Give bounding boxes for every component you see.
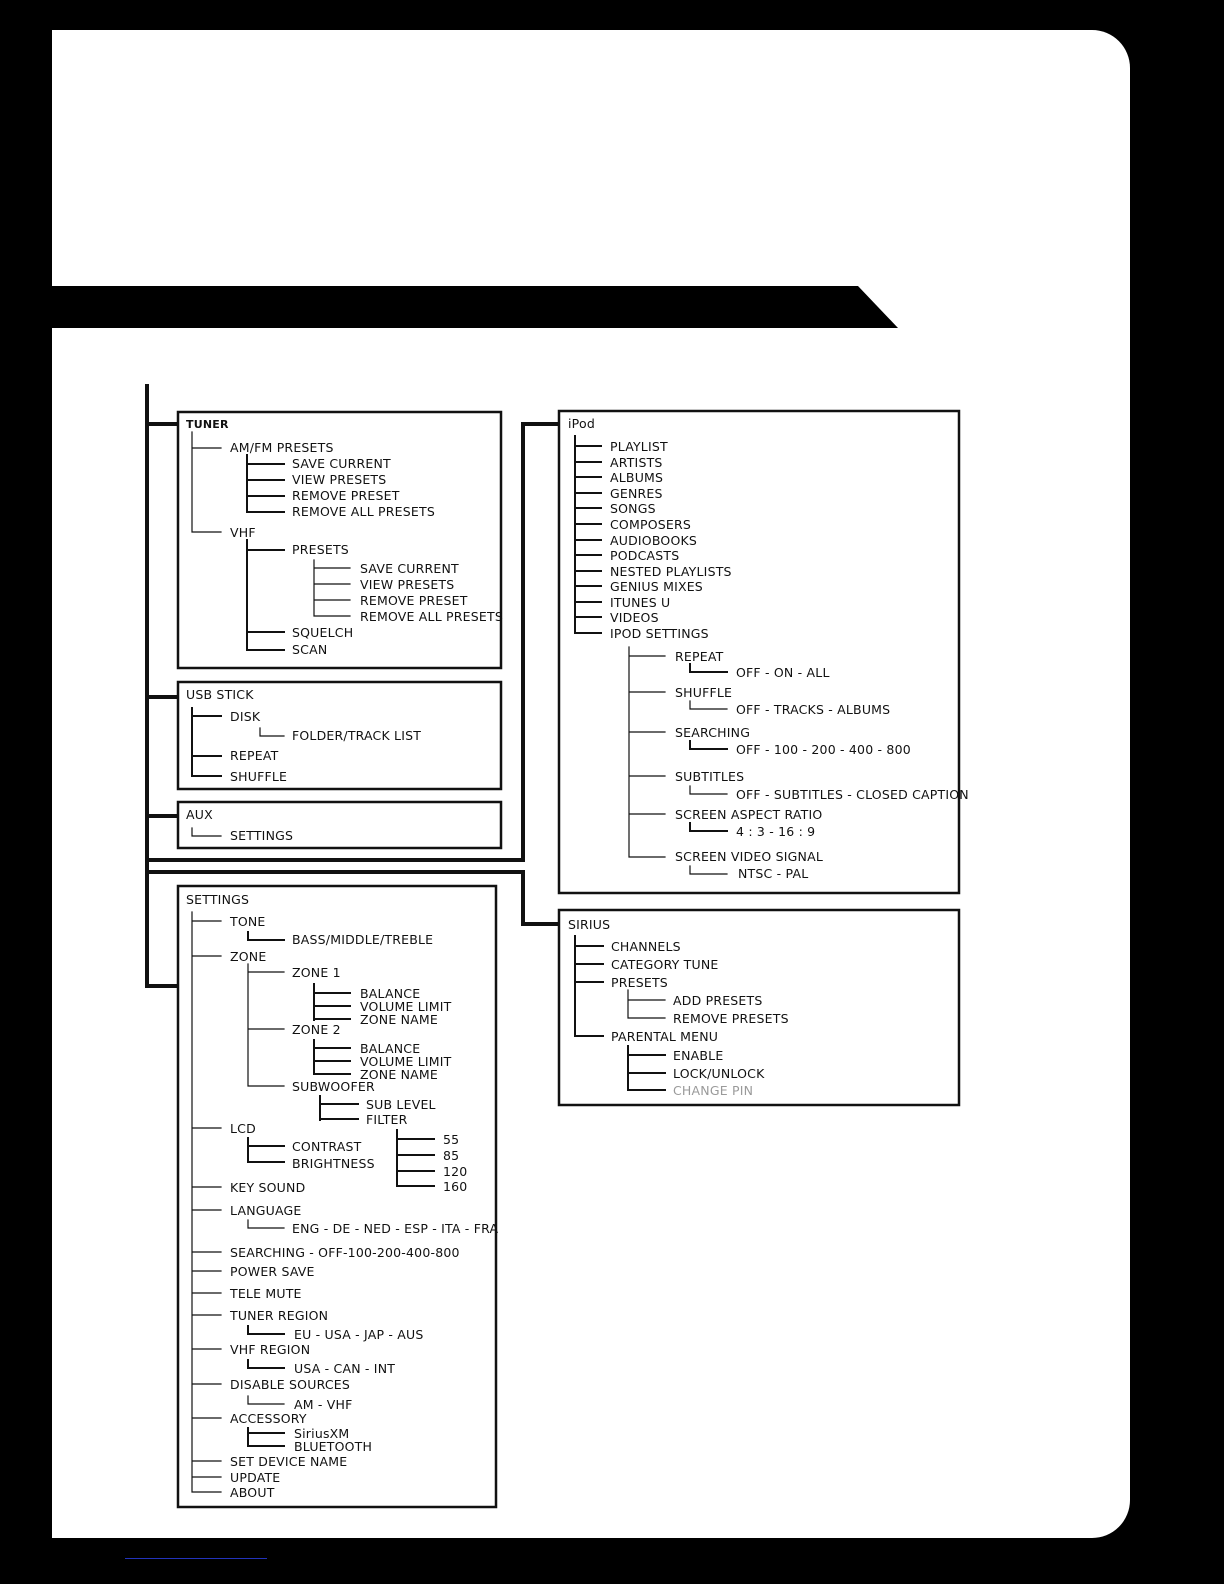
settings-zone1: ZONE 1 <box>292 965 341 980</box>
ipod-playlist: PLAYLIST <box>610 439 668 454</box>
zone1-zone-name: ZONE NAME <box>360 1012 439 1027</box>
filter-value-120: 120 <box>443 1164 468 1179</box>
tuner-vhf: VHF <box>230 525 256 540</box>
settings-language-value: ENG - DE - NED - ESP - ITA - FRA <box>292 1221 499 1236</box>
usb-title: USB STICK <box>186 687 254 702</box>
ipod-screen-video-signal-value: NTSC - PAL <box>738 866 809 881</box>
lcd-brightness: BRIGHTNESS <box>292 1156 375 1171</box>
ipod-settings: IPOD SETTINGS <box>610 626 709 641</box>
usb-folder-track-list: FOLDER/TRACK LIST <box>292 728 422 743</box>
settings-accessory: ACCESSORY <box>230 1411 307 1426</box>
settings-title: SETTINGS <box>186 892 250 907</box>
disable-sources-value: AM - VHF <box>294 1397 353 1412</box>
ipod-repeat-value: OFF - ON - ALL <box>736 665 830 680</box>
amfm-save-current: SAVE CURRENT <box>292 456 391 471</box>
aux-connectors <box>192 828 221 836</box>
amfm-remove-all-presets: REMOVE ALL PRESETS <box>292 504 435 519</box>
ipod-shuffle: SHUFFLE <box>675 685 733 700</box>
ipod-shuffle-value: OFF - TRACKS - ALBUMS <box>736 702 891 717</box>
subwoofer-sub-level: SUB LEVEL <box>366 1097 436 1112</box>
aux-title: AUX <box>186 807 213 822</box>
sirius-add-presets: ADD PRESETS <box>673 993 763 1008</box>
aux-settings: SETTINGS <box>230 828 294 843</box>
settings-vhf-region: VHF REGION <box>230 1342 311 1357</box>
zone2-zone-name: ZONE NAME <box>360 1067 439 1082</box>
tuner-title: TUNER <box>186 418 229 431</box>
settings-key-sound: KEY SOUND <box>230 1180 306 1195</box>
sirius-parental-menu: PARENTAL MENU <box>611 1029 719 1044</box>
ipod-videos: VIDEOS <box>610 610 659 625</box>
vhf-presets: PRESETS <box>292 542 349 557</box>
lcd-contrast: CONTRAST <box>292 1139 362 1154</box>
aux-box <box>178 802 501 848</box>
sirius-remove-presets: REMOVE PRESETS <box>673 1011 789 1026</box>
section-banner <box>52 286 898 328</box>
settings-tone-value: BASS/MIDDLE/TREBLE <box>292 932 434 947</box>
zone2-balance: BALANCE <box>360 1041 421 1056</box>
vhf-remove-preset: REMOVE PRESET <box>360 593 468 608</box>
settings-zone2: ZONE 2 <box>292 1022 341 1037</box>
usb-shuffle: SHUFFLE <box>230 769 288 784</box>
amfm-view-presets: VIEW PRESETS <box>292 472 387 487</box>
vhf-squelch: SQUELCH <box>292 625 354 640</box>
tuner-amfm-presets: AM/FM PRESETS <box>230 440 334 455</box>
vhf-save-current: SAVE CURRENT <box>360 561 459 576</box>
zone2-volume-limit: VOLUME LIMIT <box>360 1054 452 1069</box>
settings-tele-mute: TELE MUTE <box>230 1286 302 1301</box>
ipod-subtitles: SUBTITLES <box>675 769 745 784</box>
ipod-artists: ARTISTS <box>610 455 663 470</box>
filter-value-160: 160 <box>443 1179 468 1194</box>
amfm-remove-preset: REMOVE PRESET <box>292 488 400 503</box>
ipod-audiobooks: AUDIOBOOKS <box>610 533 698 548</box>
settings-zone: ZONE <box>230 949 267 964</box>
zone1-balance: BALANCE <box>360 986 421 1001</box>
settings-subwoofer: SUBWOOFER <box>292 1079 375 1094</box>
settings-about: ABOUT <box>230 1485 275 1500</box>
sirius-change-pin: CHANGE PIN <box>673 1083 754 1098</box>
settings-language: LANGUAGE <box>230 1203 302 1218</box>
settings-searching: SEARCHING - OFF-100-200-400-800 <box>230 1245 460 1260</box>
sirius-enable: ENABLE <box>673 1048 724 1063</box>
vhf-view-presets: VIEW PRESETS <box>360 577 455 592</box>
ipod-title: iPod <box>568 416 595 431</box>
settings-update: UPDATE <box>230 1470 281 1485</box>
settings-tone: TONE <box>230 914 266 929</box>
filter-value-85: 85 <box>443 1148 460 1163</box>
ipod-subtitles-value: OFF - SUBTITLES - CLOSED CAPTION <box>736 787 969 802</box>
ipod-songs: SONGS <box>610 501 656 516</box>
settings-set-device-name: SET DEVICE NAME <box>230 1454 348 1469</box>
settings-lcd: LCD <box>230 1121 256 1136</box>
ipod-albums: ALBUMS <box>610 470 664 485</box>
sirius-title: SIRIUS <box>568 917 611 932</box>
settings-disable-sources: DISABLE SOURCES <box>230 1377 350 1392</box>
usb-repeat: REPEAT <box>230 748 279 763</box>
ipod-searching: SEARCHING <box>675 725 751 740</box>
ipod-screen-aspect-ratio: SCREEN ASPECT RATIO <box>675 807 823 822</box>
ipod-screen-aspect-ratio-value: 4 : 3 - 16 : 9 <box>736 824 816 839</box>
settings-tuner-region: TUNER REGION <box>230 1308 329 1323</box>
ipod-composers: COMPOSERS <box>610 517 691 532</box>
ipod-nested-playlists: NESTED PLAYLISTS <box>610 564 732 579</box>
vhf-remove-all-presets: REMOVE ALL PRESETS <box>360 609 503 624</box>
vhf-scan: SCAN <box>292 642 328 657</box>
ipod-repeat: REPEAT <box>675 649 724 664</box>
vhf-region-value: USA - CAN - INT <box>294 1361 396 1376</box>
settings-power-save: POWER SAVE <box>230 1264 315 1279</box>
accessory-bluetooth: BLUETOOTH <box>294 1439 373 1454</box>
sirius-lock-unlock: LOCK/UNLOCK <box>673 1066 765 1081</box>
sirius-channels: CHANNELS <box>611 939 681 954</box>
filter-value-55: 55 <box>443 1132 460 1147</box>
usb-disk: DISK <box>230 709 261 724</box>
ipod-genius-mixes: GENIUS MIXES <box>610 579 703 594</box>
sirius-category-tune: CATEGORY TUNE <box>611 957 719 972</box>
tuner-region-value: EU - USA - JAP - AUS <box>294 1327 424 1342</box>
zone1-volume-limit: VOLUME LIMIT <box>360 999 452 1014</box>
ipod-podcasts: PODCASTS <box>610 548 680 563</box>
sirius-presets: PRESETS <box>611 975 668 990</box>
ipod-searching-value: OFF - 100 - 200 - 400 - 800 <box>736 742 911 757</box>
subwoofer-filter: FILTER <box>366 1112 408 1127</box>
ipod-itunes-u: ITUNES U <box>610 595 671 610</box>
ipod-screen-video-signal: SCREEN VIDEO SIGNAL <box>675 849 824 864</box>
accessory-siriusxm: SiriusXM <box>294 1426 350 1441</box>
ipod-genres: GENRES <box>610 486 663 501</box>
